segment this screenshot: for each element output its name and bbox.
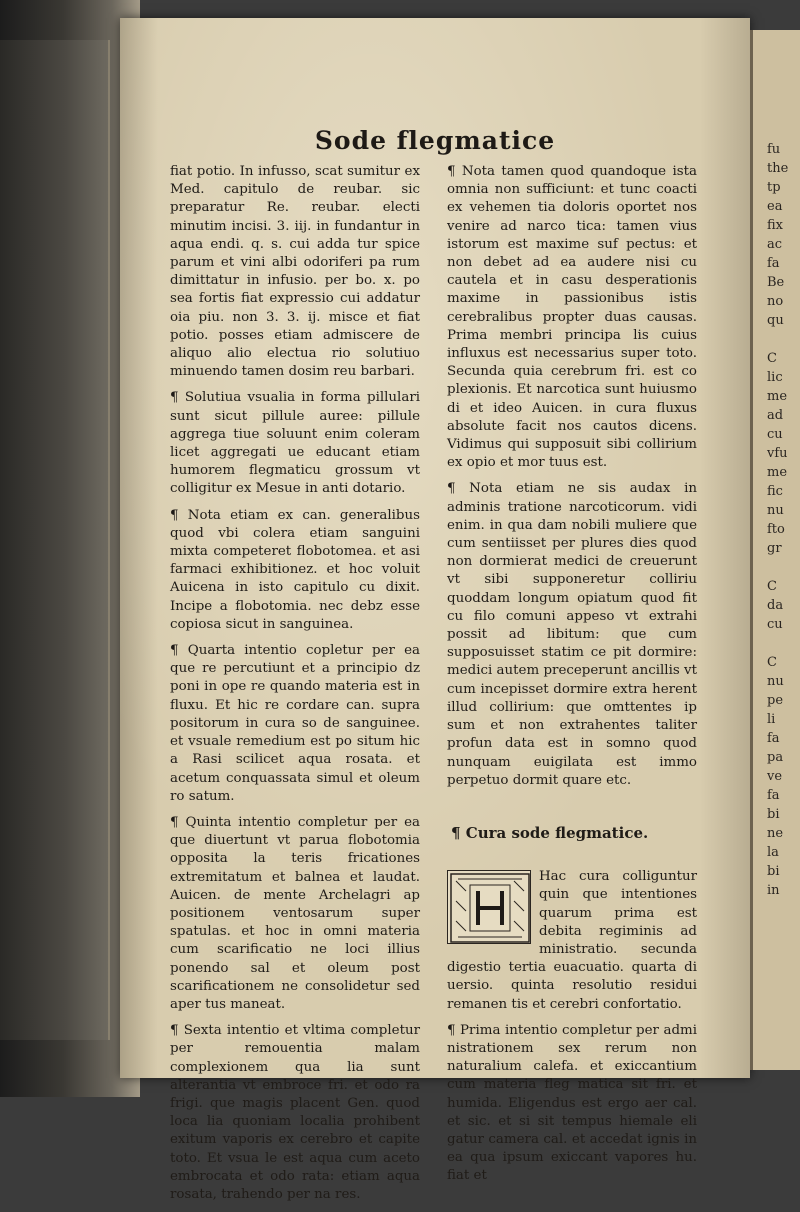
section-heading: ¶ Cura sode flegmatice.	[451, 823, 649, 842]
left-paragraph-2: ¶ Solutiua vsualia in forma pillulari sunt sicut pillule auree: pillule aggrega tiue soluunt enim coleram licet aggregati ue educant etiam humorem flegmaticu grossum vt colligitur ex Mesue in anti dotario.	[170, 390, 420, 497]
left-column	[170, 163, 420, 1212]
woodcut-initial-h	[447, 870, 531, 944]
left-paragraph-4: ¶ Quarta intentio copletur per ea que re percutiunt et a principio dz poni in ope re quando materia est in fluxu. Et hic re cordare can. supra positorum in cura so de sanguinee. et vsuale remedium est po situm hic a Rasi scilicet aqua rosata. et acetum conquassata simul et oleum ro satum.	[170, 643, 420, 804]
right-column	[447, 163, 697, 1194]
right-paragraph-1: ¶ Nota tamen quod quandoque ista omnia non sufficiunt: et tunc coacti ex vehemen tia doloris oportet nos venire ad narco tica: tamen vius istorum est maxime suf pectus: et non debet ad ea audere nisi cu cautela et in casu desperationis maxime in passionibus istis cerebralibus propter duas causas. Prima membri principa lis cuius influxus est necessarius super toto. Secunda quia cerebrum fri. est co plexionis. Et narcotica sunt huiusmo di et ideo Auicen. in cura fluxus absolute facit nos cautos dicens. Vidimus qui supposuit sibi collirium ex opio et mor tuus est.	[447, 164, 697, 471]
next-page-fragment: fu the tp ea fix ac fa Be no qu C lic me ad cu vfu me fic nu fto gr C da cu C nu pe li fa pa ve fa bi ne la bi in	[767, 142, 789, 898]
woodcut-ornament-icon	[448, 871, 532, 945]
left-paragraph-6: ¶ Sexta intentio et vltima completur per remouentia malam complexionem qua lia sunt alterantia vt embroce fri. et odo ra frigi. que magis placent Gen. quod loca lia quoniam localia prohibent exitum vaporis ex cerebro et capite toto. Et vsua le est aqua cum aceto embrocata et odo rata: etiam aqua rosata, trahendo per na res.	[170, 1023, 420, 1202]
right-paragraph-3: Hac cura colliguntur quin que intentiones quarum prima est debita regiminis ad ministratio. secunda digestio tertia euacuatio. quarta di uersio. quinta resolutio residui remanen tis et cerebri confortatio.	[447, 869, 697, 1012]
running-head: Sode flegmatice	[314, 126, 556, 155]
previous-page-edge	[0, 40, 110, 1040]
woodcut-paragraph	[447, 868, 697, 1014]
left-paragraph-1: fiat potio. In infusso, scat sumitur ex Med. capitulo de reubar. sic preparatur Re. reubar. electi minutim incisi. 3. iij. in fundantur in aqua endi. q. s. cui adda tur spice parum et vini albi odoriferi pa rum dimittatur in infusio. per bo. x. po sea fortis fiat expressio cui addatur oia piu. non 3. 3. ij. misce et fiat potio. posses etiam admiscere de aliquo alio electua rio solutiuo minuendo tamen dosim reu barbari.	[170, 164, 420, 380]
right-paragraph-2: ¶ Nota etiam ne sis audax in adminis tratione narcoticorum. vidi enim. in qua dam nobili muliere que cum sentiisset per plures dies quod non dormierat medici de creuerunt vt sibi supponeretur colliriu quoddam longum opiatum quod fit cu filo comuni appeso vt extrahi possit ad libitum: que cum supposuisset statim ce pit dormire: medici autem preceperunt ancillis vt cum incepisset dormire extra herent illud collirium: que omttentes ip sum et non extrahentes taliter profun data est in somno quod nunquam euigilata est immo perpetuo dormit quare etc.	[447, 481, 697, 788]
next-page-edge	[750, 30, 800, 1070]
left-paragraph-5: ¶ Quinta intentio completur per ea que diuertunt vt parua flobotomia opposita la teris fricationes extremitatum et balnea et laudat. Auicen. de mente Archelagri ap positionem ventosarum super spatulas. et hoc in omni materia cum scarificatio ne loci illius ponendo sal et oleum post scarificationem ne consolidetur sed aper tus maneat.	[170, 814, 420, 1012]
right-paragraph-4: ¶ Prima intentio completur per admi nistrationem sex rerum non naturalium calefa. et exiccantium cum materia fleg matica sit fri. et humida. Eligendus est ergo aer cal. et sic. et si sit tempus hiemale eli gatur camera cal. et accedat ignis in ea qua ipsum exiccant vapores hu. fiat et	[447, 1022, 697, 1184]
left-paragraph-3: ¶ Nota etiam ex can. generalibus quod vbi colera etiam sanguini mixta competeret flobotomea. et asi farmaci exhibitionez. et hoc voluit Auicena in isto capitulo cu dixit. Incipe a flobotomia. nec debz esse copiosa sicut in sanguinea.	[170, 507, 420, 632]
book-page	[120, 18, 750, 1202]
